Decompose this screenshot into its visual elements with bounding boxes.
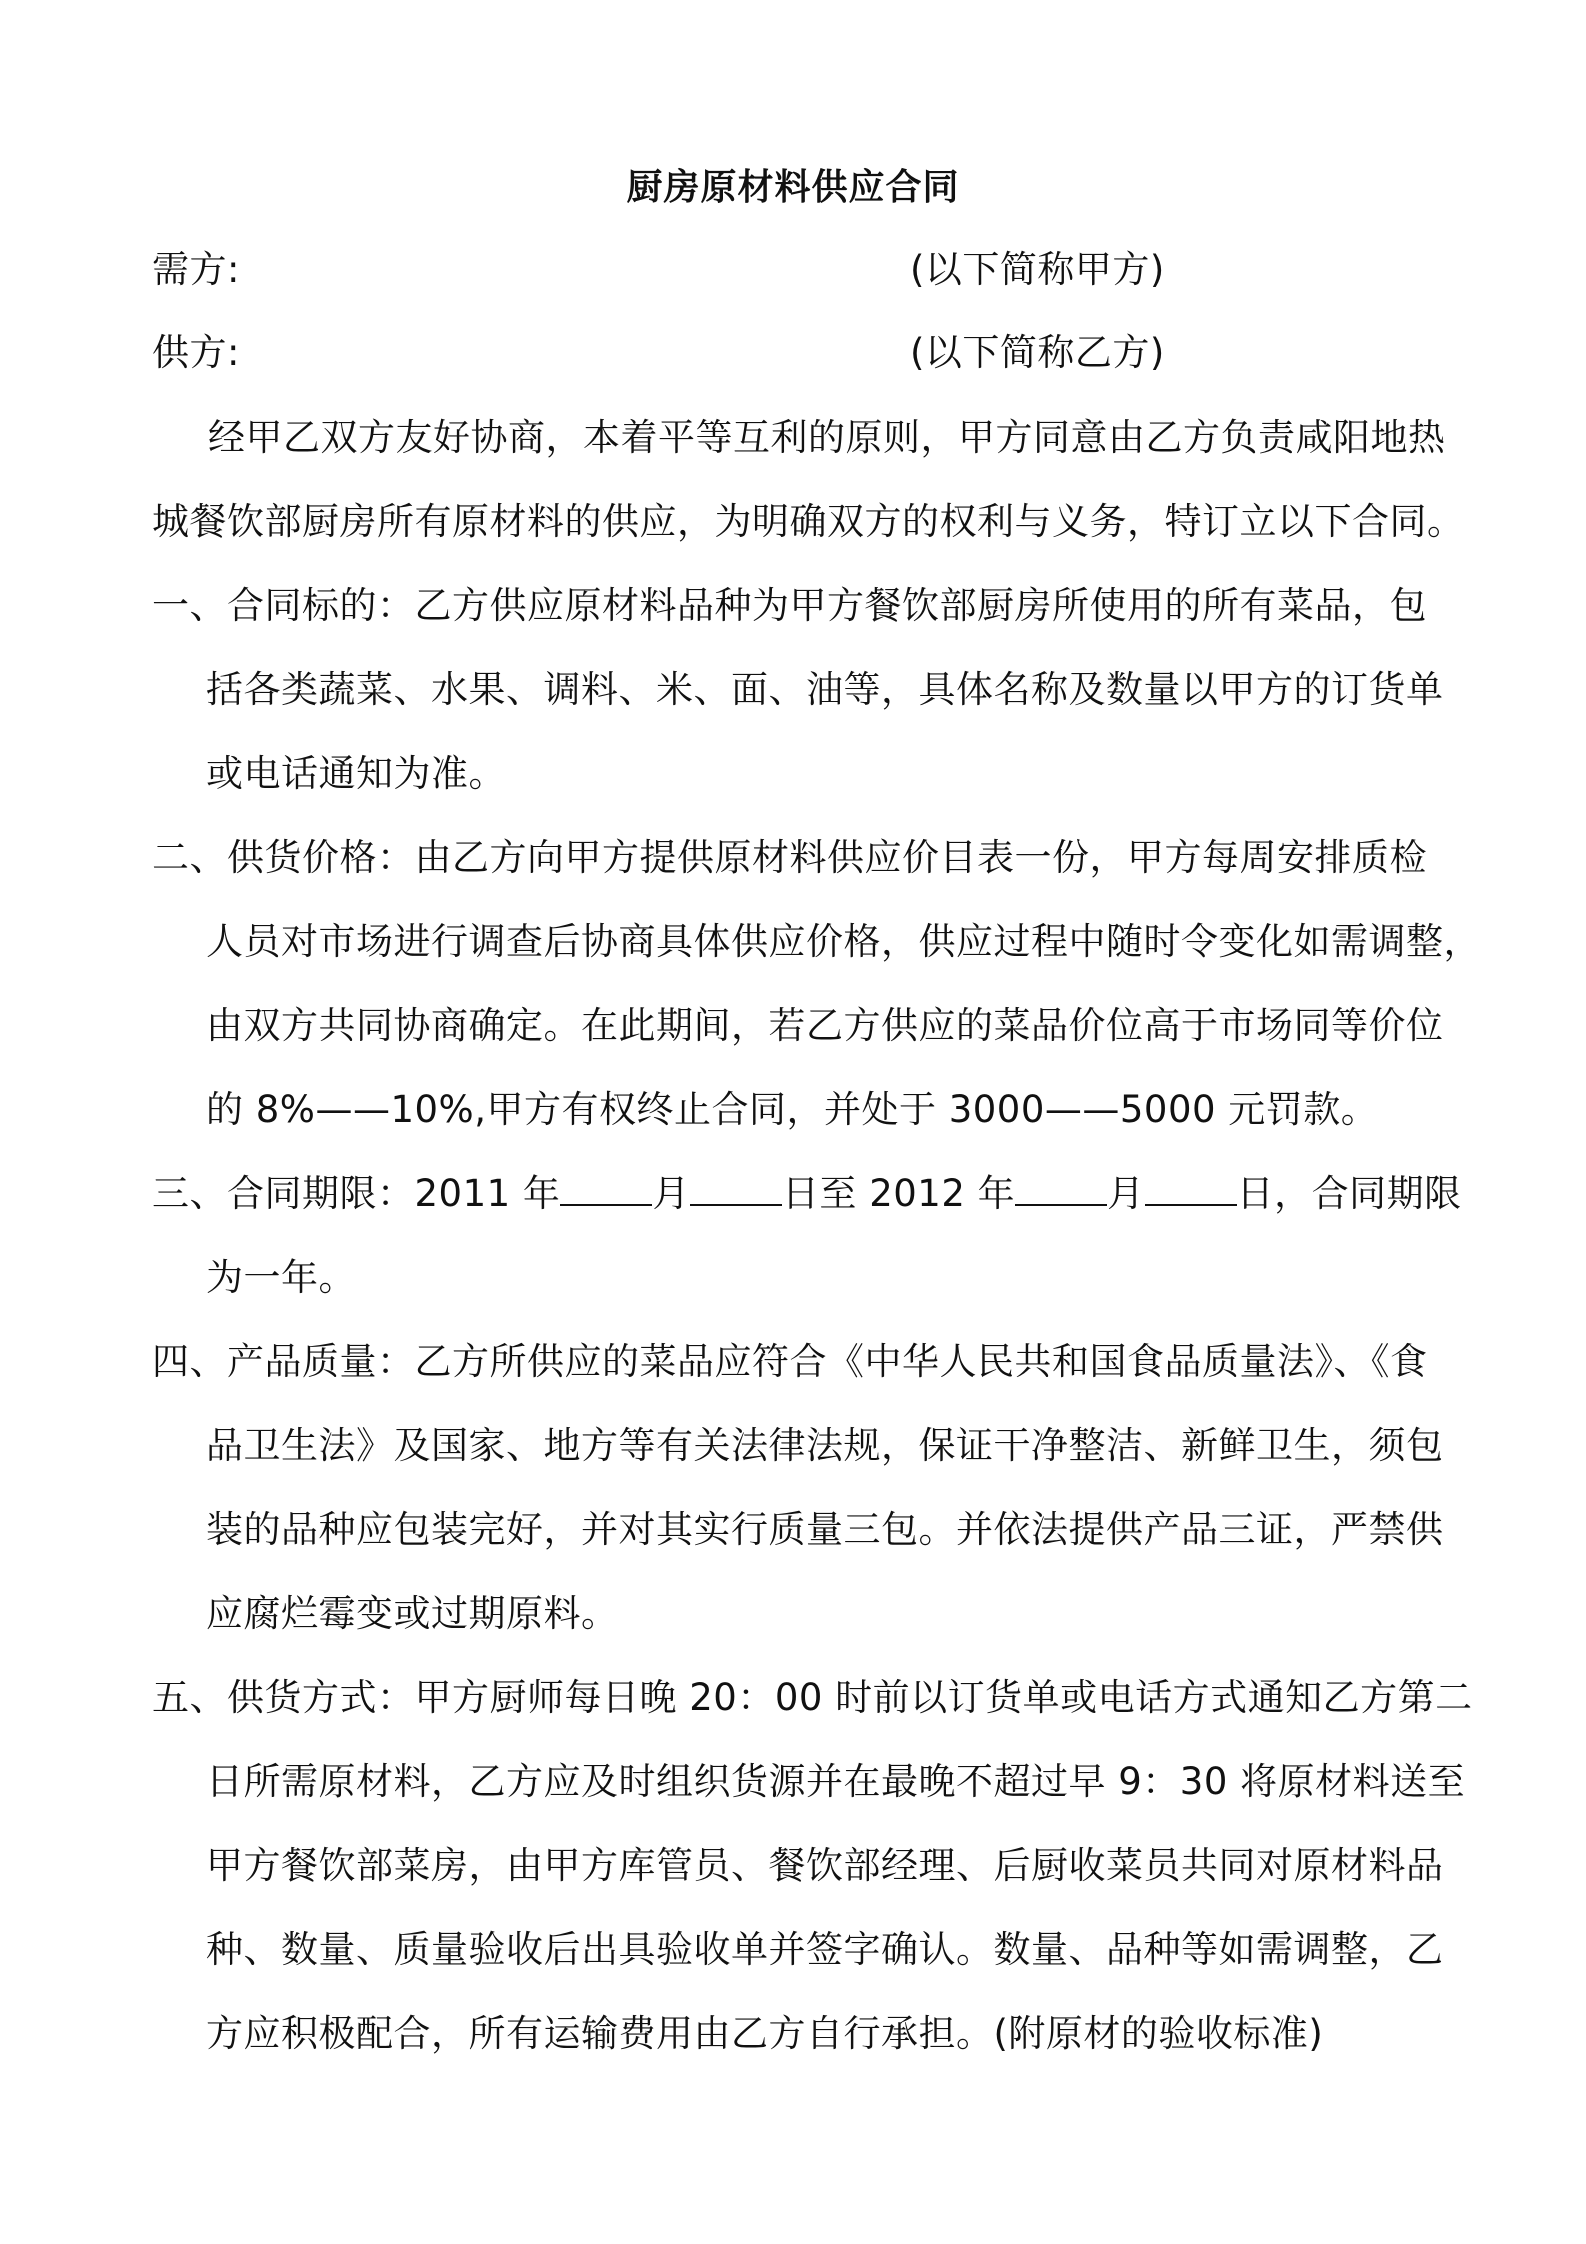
clause-5-line: 种、数量、质量验收后出具验收单并签字确认。数量、品种等如需调整，乙 xyxy=(206,1928,1444,1971)
clause-3-month-2: 月 xyxy=(1107,1172,1145,1215)
clause-5-line: 甲方餐饮部菜房，由甲方库管员、餐饮部经理、后厨收菜员共同对原材料品 xyxy=(206,1844,1444,1887)
clause-1-line: 一、合同标的：乙方供应原材料品种为甲方餐饮部厨房所使用的所有菜品，包 xyxy=(152,584,1427,627)
supply-party-note: (以下简称乙方) xyxy=(910,331,1165,374)
clause-1-line: 括各类蔬菜、水果、调料、米、面、油等，具体名称及数量以甲方的订货单 xyxy=(206,668,1444,711)
clause-2-line: 二、供货价格：由乙方向甲方提供原材料供应价目表一份，甲方每周安排质检 xyxy=(152,836,1427,879)
supply-party-label: 供方: xyxy=(152,331,240,374)
clause-3-day-to: 日至 2012 年 xyxy=(781,1172,1016,1215)
start-day-blank[interactable] xyxy=(690,1166,782,1206)
demand-party-label: 需方: xyxy=(152,248,240,291)
clause-4-line: 品卫生法》及国家、地方等有关法律法规，保证干净整洁、新鲜卫生，须包 xyxy=(206,1424,1444,1467)
clause-4-line: 四、产品质量：乙方所供应的菜品应符合《中华人民共和国食品质量法》、《食 xyxy=(152,1340,1428,1383)
clause-2-line: 人员对市场进行调查后协商具体供应价格，供应过程中随时令变化如需调整， xyxy=(206,920,1481,963)
clause-3-line xyxy=(152,1166,1462,1222)
clause-2-line: 由双方共同协商确定。在此期间，若乙方供应的菜品价位高于市场同等价位 xyxy=(206,1004,1444,1047)
clause-3-prefix: 三、合同期限：2011 年 xyxy=(152,1172,561,1215)
clause-5-line: 日所需原材料，乙方应及时组织货源并在最晚不超过早 9：30 将原材料送至 xyxy=(206,1760,1466,1803)
end-day-blank[interactable] xyxy=(1145,1166,1237,1206)
clause-1-line: 或电话通知为准。 xyxy=(206,752,506,795)
end-month-blank[interactable] xyxy=(1015,1166,1107,1206)
intro-line: 经甲乙双方友好协商，本着平等互利的原则，甲方同意由乙方负责咸阳地热 xyxy=(208,416,1446,459)
start-month-blank[interactable] xyxy=(560,1166,652,1206)
clause-3-month-1: 月 xyxy=(652,1172,690,1215)
contract-title: 厨房原材料供应合同 xyxy=(626,167,960,208)
clause-3-suffix: 日，合同期限 xyxy=(1236,1172,1462,1215)
clause-5-line: 五、供货方式：甲方厨师每日晚 20：00 时前以订货单或电话方式通知乙方第二 xyxy=(152,1676,1473,1719)
intro-line: 城餐饮部厨房所有原材料的供应，为明确双方的权利与义务，特订立以下合同。 xyxy=(152,500,1465,543)
clause-5-line: 方应积极配合，所有运输费用由乙方自行承担。(附原材的验收标准) xyxy=(206,2012,1324,2055)
clause-4-line: 装的品种应包装完好，并对其实行质量三包。并依法提供产品三证，严禁供 xyxy=(206,1508,1444,1551)
clause-4-line: 应腐烂霉变或过期原料。 xyxy=(206,1592,619,1635)
clause-2-line: 的 8%——10%,甲方有权终止合同，并处于 3000——5000 元罚款。 xyxy=(206,1088,1379,1131)
clause-3-line: 为一年。 xyxy=(206,1256,356,1299)
demand-party-note: (以下简称甲方) xyxy=(910,248,1165,291)
